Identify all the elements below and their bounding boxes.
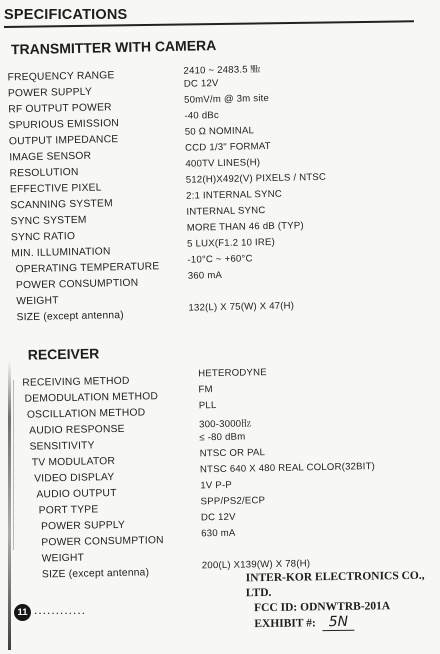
rx-value-port-type: SPP/PS2/ECP (200, 495, 266, 508)
spec-value-size: 132(L) X 75(W) X 47(H) (188, 300, 295, 314)
spec-label-frequency-range: FREQUENCY RANGE (7, 70, 115, 84)
spec-label-power-consumption: POWER CONSUMPTION (15, 277, 139, 292)
rx-value-size: 200(L) X139(W) X 78(H) (201, 558, 311, 572)
rx-value-audio-output: 1V P-P (200, 479, 232, 492)
binding-shadow (8, 360, 11, 650)
spec-value-resolution: 400TV LINES(H) (185, 157, 261, 170)
spec-label-sync-system: SYNC SYSTEM (10, 214, 87, 228)
rx-label-power-consumption: POWER CONSUMPTION (41, 535, 164, 549)
spec-value-effective-pixel: 512(H)X492(V) PIXELS / NTSC (185, 171, 327, 186)
rx-label-audio-output: AUDIO OUTPUT (36, 487, 117, 501)
rx-value-power-consumption: 630 mA (201, 527, 236, 540)
rx-value-oscillation-method: PLL (198, 400, 217, 412)
spec-label-min-illumination: MIN. ILLUMINATION (11, 246, 111, 260)
spec-value-image-sensor: CCD 1/3" FORMAT (185, 140, 271, 154)
spec-value-spurious-emission: -40 dBc (184, 110, 220, 122)
spec-value-power-supply: DC 12V (183, 78, 219, 90)
spec-value-sync-ratio: MORE THAN 46 dB (TYP) (186, 220, 304, 234)
exhibit-number: 5N (323, 615, 355, 631)
exhibit-line (246, 614, 425, 632)
rx-label-tv-modulator: TV MODULATOR (31, 456, 116, 469)
spec-label-power-supply: POWER SUPPLY (7, 86, 93, 100)
rx-label-sensitivity: SENSITIVITY (29, 440, 95, 453)
company-suffix: LTD. (245, 586, 272, 600)
rx-label-audio-response: AUDIO RESPONSE (29, 423, 125, 437)
spec-value-rf-output-power: 50mV/m @ 3m site (183, 92, 270, 106)
transmitter-title: TRANSMITTER WITH CAMERA (10, 37, 217, 58)
rx-label-weight: WEIGHT (41, 552, 85, 565)
company-name: INTER-KOR ELECTRONICS CO., (245, 569, 425, 585)
exhibit-label: EXHIBIT #: (254, 617, 316, 631)
spec-label-scanning-system: SCANNING SYSTEM (10, 198, 113, 212)
rx-label-receiving-method: RECEIVING METHOD (22, 375, 130, 389)
rx-value-video-display: NTSC 640 X 480 REAL COLOR(32BIT) (199, 461, 376, 476)
rx-label-size: SIZE (except antenna) (41, 567, 150, 581)
spec-label-spurious-emission: SPURIOUS EMISSION (8, 118, 120, 132)
spec-label-output-impedance: OUTPUT IMPEDANCE (8, 134, 119, 148)
spec-label-sync-ratio: SYNC RATIO (10, 231, 76, 244)
spec-label-operating-temperature: OPERATING TEMPERATURE (15, 261, 160, 276)
rx-label-power-supply: POWER SUPPLY (40, 519, 126, 533)
receiver-title: RECEIVER (27, 345, 100, 363)
spec-value-scanning-system: 2:1 INTERNAL SYNC (186, 188, 283, 202)
rx-value-demodulation-method: FM (198, 384, 213, 396)
spec-value-output-impedance: 50 Ω NOMINAL (184, 125, 255, 138)
page-number-dots: ............ (34, 603, 87, 617)
spec-value-operating-temperature: -10°C ~ +60°C (187, 253, 253, 266)
rx-label-port-type: PORT TYPE (38, 504, 99, 517)
page-header: SPECIFICATIONS (4, 7, 128, 23)
spec-label-resolution: RESOLUTION (9, 166, 79, 180)
spec-label-image-sensor: IMAGE SENSOR (9, 150, 92, 164)
fcc-id: FCC ID: ODNWTRB-201A (254, 600, 391, 615)
rx-value-tv-modulator: NTSC OR PAL (199, 447, 266, 460)
binding-shadow-line (13, 380, 14, 550)
spec-label-effective-pixel: EFFECTIVE PIXEL (9, 182, 102, 196)
spec-label-size: SIZE (except antenna) (16, 310, 124, 324)
rx-value-audio-response: 300-3000㎐ (199, 418, 252, 431)
spec-value-sync-system: INTERNAL SYNC (186, 205, 266, 218)
spec-label-weight: WEIGHT (16, 295, 59, 308)
rx-label-demodulation-method: DEMODULATION METHOD (24, 391, 159, 405)
spec-value-min-illumination: 5 LUX(F1.2 10 IRE) (187, 236, 276, 250)
spec-value-power-consumption: 360 mA (187, 269, 223, 282)
rx-label-video-display: VIDEO DISPLAY (34, 472, 115, 485)
rx-value-receiving-method: HETERODYNE (198, 367, 267, 380)
rx-value-sensitivity: ≤ -80 dBm (199, 431, 246, 444)
page-number-badge: 11 (14, 604, 31, 621)
company-stamp (246, 569, 426, 632)
rx-value-power-supply: DC 12V (200, 511, 236, 524)
rx-label-oscillation-method: OSCILLATION METHOD (26, 407, 146, 421)
spec-label-rf-output-power: RF OUTPUT POWER (8, 102, 112, 116)
spec-value-frequency-range: 2410 ~ 2483.5 ㎒ (183, 64, 261, 77)
